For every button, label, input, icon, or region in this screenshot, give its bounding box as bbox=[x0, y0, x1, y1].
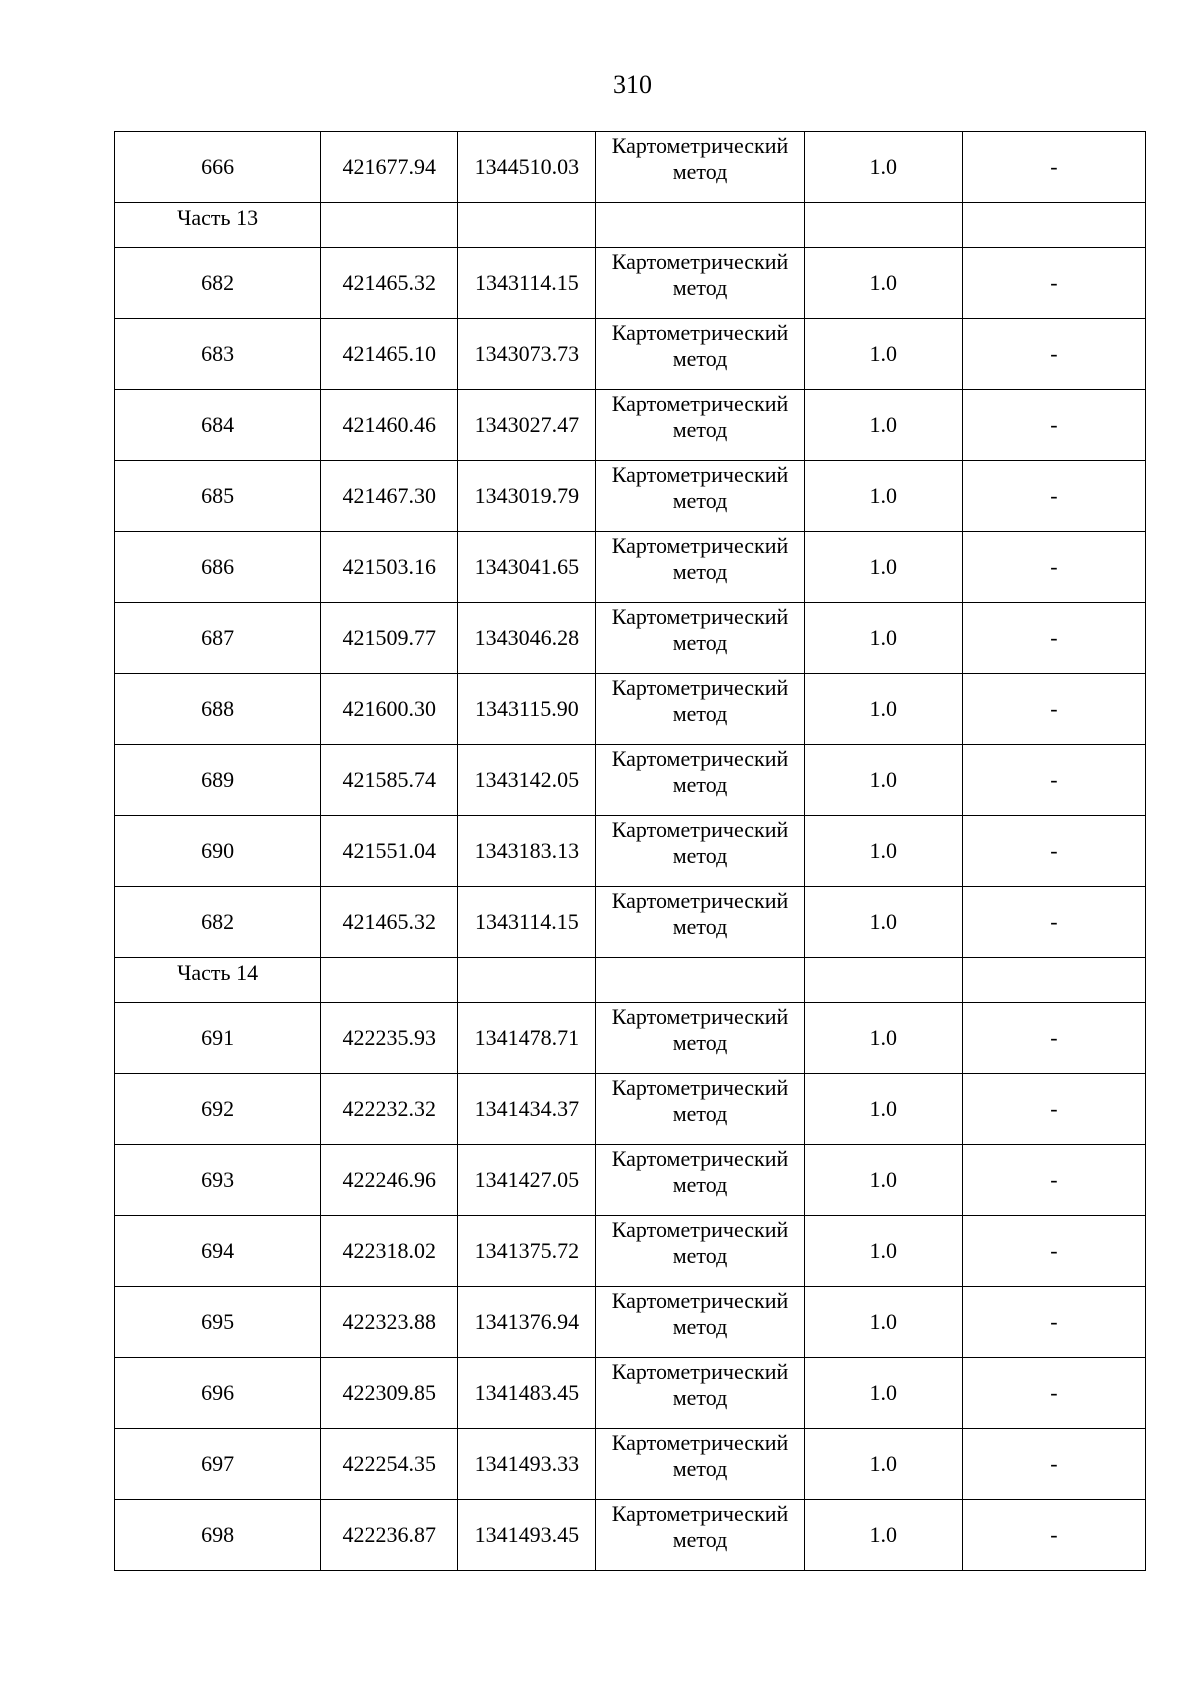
method-line-1: Картометрический bbox=[611, 533, 789, 558]
method-line-2: метод bbox=[672, 488, 728, 513]
x-coordinate-cell: 421467.30 bbox=[321, 461, 458, 532]
method-line-1: Картометрический bbox=[611, 1146, 789, 1171]
x-coordinate-cell: 421460.46 bbox=[321, 390, 458, 461]
point-number-cell: 687 bbox=[115, 603, 321, 674]
note-cell: - bbox=[962, 1500, 1145, 1571]
method-line-2: метод bbox=[672, 275, 728, 300]
table-row bbox=[115, 390, 1146, 461]
method-line-1: Картометрический bbox=[611, 1501, 789, 1526]
note-cell: - bbox=[962, 1429, 1145, 1500]
table-row bbox=[115, 1145, 1146, 1216]
note-cell: - bbox=[962, 132, 1145, 203]
empty-cell bbox=[321, 203, 458, 248]
x-coordinate-cell: 421465.32 bbox=[321, 248, 458, 319]
x-coordinate-cell: 421551.04 bbox=[321, 816, 458, 887]
empty-cell bbox=[804, 958, 962, 1003]
method-cell bbox=[596, 1145, 804, 1216]
accuracy-cell: 1.0 bbox=[804, 1216, 962, 1287]
y-coordinate-cell: 1341483.45 bbox=[458, 1358, 596, 1429]
method-cell bbox=[596, 1500, 804, 1571]
coordinates-table bbox=[114, 131, 1146, 1571]
table-row bbox=[115, 745, 1146, 816]
accuracy-cell: 1.0 bbox=[804, 816, 962, 887]
part-label: Часть 13 bbox=[115, 203, 321, 248]
accuracy-cell: 1.0 bbox=[804, 887, 962, 958]
x-coordinate-cell: 422246.96 bbox=[321, 1145, 458, 1216]
method-line-1: Картометрический bbox=[611, 888, 789, 913]
method-line-2: метод bbox=[672, 1385, 728, 1410]
method-line-1: Картометрический bbox=[611, 817, 789, 842]
y-coordinate-cell: 1343114.15 bbox=[458, 887, 596, 958]
note-cell: - bbox=[962, 319, 1145, 390]
table-row bbox=[115, 1500, 1146, 1571]
method-line-1: Картометрический bbox=[611, 604, 789, 629]
accuracy-cell: 1.0 bbox=[804, 1429, 962, 1500]
empty-cell bbox=[962, 958, 1145, 1003]
point-number-cell: 692 bbox=[115, 1074, 321, 1145]
y-coordinate-cell: 1343114.15 bbox=[458, 248, 596, 319]
point-number-cell: 683 bbox=[115, 319, 321, 390]
x-coordinate-cell: 421600.30 bbox=[321, 674, 458, 745]
method-cell bbox=[596, 816, 804, 887]
note-cell: - bbox=[962, 461, 1145, 532]
note-cell: - bbox=[962, 1287, 1145, 1358]
y-coordinate-cell: 1344510.03 bbox=[458, 132, 596, 203]
y-coordinate-cell: 1343073.73 bbox=[458, 319, 596, 390]
accuracy-cell: 1.0 bbox=[804, 603, 962, 674]
x-coordinate-cell: 421465.10 bbox=[321, 319, 458, 390]
note-cell: - bbox=[962, 674, 1145, 745]
point-number-cell: 688 bbox=[115, 674, 321, 745]
table-row bbox=[115, 461, 1146, 532]
method-cell bbox=[596, 532, 804, 603]
empty-cell bbox=[458, 958, 596, 1003]
empty-cell bbox=[321, 958, 458, 1003]
method-line-1: Картометрический bbox=[611, 1288, 789, 1313]
table-row bbox=[115, 887, 1146, 958]
x-coordinate-cell: 422254.35 bbox=[321, 1429, 458, 1500]
method-line-2: метод bbox=[672, 1456, 728, 1481]
table-row bbox=[115, 1216, 1146, 1287]
accuracy-cell: 1.0 bbox=[804, 1287, 962, 1358]
x-coordinate-cell: 422318.02 bbox=[321, 1216, 458, 1287]
point-number-cell: 691 bbox=[115, 1003, 321, 1074]
note-cell: - bbox=[962, 816, 1145, 887]
method-line-2: метод bbox=[672, 1172, 728, 1197]
accuracy-cell: 1.0 bbox=[804, 1145, 962, 1216]
x-coordinate-cell: 421465.32 bbox=[321, 887, 458, 958]
note-cell: - bbox=[962, 887, 1145, 958]
method-cell bbox=[596, 887, 804, 958]
method-line-1: Картометрический bbox=[611, 133, 789, 158]
y-coordinate-cell: 1341375.72 bbox=[458, 1216, 596, 1287]
coordinates-table-body bbox=[115, 132, 1146, 1571]
x-coordinate-cell: 422232.32 bbox=[321, 1074, 458, 1145]
y-coordinate-cell: 1341427.05 bbox=[458, 1145, 596, 1216]
empty-cell bbox=[596, 958, 804, 1003]
y-coordinate-cell: 1341493.45 bbox=[458, 1500, 596, 1571]
x-coordinate-cell: 422236.87 bbox=[321, 1500, 458, 1571]
point-number-cell: 695 bbox=[115, 1287, 321, 1358]
x-coordinate-cell: 421503.16 bbox=[321, 532, 458, 603]
method-cell bbox=[596, 674, 804, 745]
method-cell bbox=[596, 1216, 804, 1287]
method-line-1: Картометрический bbox=[611, 320, 789, 345]
method-line-1: Картометрический bbox=[611, 1004, 789, 1029]
method-line-2: метод bbox=[672, 630, 728, 655]
point-number-cell: 682 bbox=[115, 887, 321, 958]
accuracy-cell: 1.0 bbox=[804, 674, 962, 745]
note-cell: - bbox=[962, 1074, 1145, 1145]
accuracy-cell: 1.0 bbox=[804, 1358, 962, 1429]
method-cell bbox=[596, 319, 804, 390]
y-coordinate-cell: 1341376.94 bbox=[458, 1287, 596, 1358]
method-line-1: Картометрический bbox=[611, 1075, 789, 1100]
x-coordinate-cell: 422323.88 bbox=[321, 1287, 458, 1358]
empty-cell bbox=[596, 203, 804, 248]
accuracy-cell: 1.0 bbox=[804, 319, 962, 390]
table-row bbox=[115, 132, 1146, 203]
method-cell bbox=[596, 1003, 804, 1074]
note-cell: - bbox=[962, 248, 1145, 319]
method-cell bbox=[596, 1287, 804, 1358]
method-line-2: метод bbox=[672, 346, 728, 371]
y-coordinate-cell: 1341434.37 bbox=[458, 1074, 596, 1145]
method-line-2: метод bbox=[672, 159, 728, 184]
x-coordinate-cell: 422309.85 bbox=[321, 1358, 458, 1429]
point-number-cell: 694 bbox=[115, 1216, 321, 1287]
point-number-cell: 666 bbox=[115, 132, 321, 203]
method-cell bbox=[596, 1358, 804, 1429]
point-number-cell: 684 bbox=[115, 390, 321, 461]
note-cell: - bbox=[962, 532, 1145, 603]
x-coordinate-cell: 421509.77 bbox=[321, 603, 458, 674]
accuracy-cell: 1.0 bbox=[804, 390, 962, 461]
point-number-cell: 696 bbox=[115, 1358, 321, 1429]
y-coordinate-cell: 1343115.90 bbox=[458, 674, 596, 745]
part-label: Часть 14 bbox=[115, 958, 321, 1003]
accuracy-cell: 1.0 bbox=[804, 1003, 962, 1074]
y-coordinate-cell: 1341478.71 bbox=[458, 1003, 596, 1074]
x-coordinate-cell: 422235.93 bbox=[321, 1003, 458, 1074]
method-line-1: Картометрический bbox=[611, 462, 789, 487]
accuracy-cell: 1.0 bbox=[804, 532, 962, 603]
y-coordinate-cell: 1343142.05 bbox=[458, 745, 596, 816]
table-row bbox=[115, 1287, 1146, 1358]
method-line-1: Картометрический bbox=[611, 391, 789, 416]
method-cell bbox=[596, 1429, 804, 1500]
y-coordinate-cell: 1343183.13 bbox=[458, 816, 596, 887]
point-number-cell: 693 bbox=[115, 1145, 321, 1216]
accuracy-cell: 1.0 bbox=[804, 745, 962, 816]
table-row bbox=[115, 1429, 1146, 1500]
x-coordinate-cell: 421677.94 bbox=[321, 132, 458, 203]
accuracy-cell: 1.0 bbox=[804, 248, 962, 319]
table-row bbox=[115, 532, 1146, 603]
method-line-2: метод bbox=[672, 1030, 728, 1055]
method-cell bbox=[596, 603, 804, 674]
method-cell bbox=[596, 461, 804, 532]
accuracy-cell: 1.0 bbox=[804, 461, 962, 532]
table-row bbox=[115, 319, 1146, 390]
method-cell bbox=[596, 390, 804, 461]
table-row bbox=[115, 1358, 1146, 1429]
part-header-row bbox=[115, 958, 1146, 1003]
method-cell bbox=[596, 132, 804, 203]
empty-cell bbox=[804, 203, 962, 248]
method-line-2: метод bbox=[672, 559, 728, 584]
note-cell: - bbox=[962, 390, 1145, 461]
x-coordinate-cell: 421585.74 bbox=[321, 745, 458, 816]
method-cell bbox=[596, 1074, 804, 1145]
point-number-cell: 682 bbox=[115, 248, 321, 319]
method-line-2: метод bbox=[672, 1243, 728, 1268]
method-line-1: Картометрический bbox=[611, 1430, 789, 1455]
table-row bbox=[115, 1003, 1146, 1074]
method-line-2: метод bbox=[672, 772, 728, 797]
table-row bbox=[115, 816, 1146, 887]
y-coordinate-cell: 1343041.65 bbox=[458, 532, 596, 603]
page-number: 310 bbox=[613, 70, 652, 99]
point-number-cell: 689 bbox=[115, 745, 321, 816]
table-row bbox=[115, 1074, 1146, 1145]
method-line-1: Картометрический bbox=[611, 675, 789, 700]
note-cell: - bbox=[962, 745, 1145, 816]
part-header-row bbox=[115, 203, 1146, 248]
accuracy-cell: 1.0 bbox=[804, 1074, 962, 1145]
method-line-1: Картометрический bbox=[611, 1217, 789, 1242]
point-number-cell: 697 bbox=[115, 1429, 321, 1500]
method-cell bbox=[596, 745, 804, 816]
table-row bbox=[115, 674, 1146, 745]
method-line-1: Картометрический bbox=[611, 1359, 789, 1384]
point-number-cell: 698 bbox=[115, 1500, 321, 1571]
y-coordinate-cell: 1343027.47 bbox=[458, 390, 596, 461]
y-coordinate-cell: 1343046.28 bbox=[458, 603, 596, 674]
method-line-2: метод bbox=[672, 417, 728, 442]
method-line-1: Картометрический bbox=[611, 249, 789, 274]
y-coordinate-cell: 1343019.79 bbox=[458, 461, 596, 532]
note-cell: - bbox=[962, 1003, 1145, 1074]
point-number-cell: 685 bbox=[115, 461, 321, 532]
method-line-1: Картометрический bbox=[611, 746, 789, 771]
y-coordinate-cell: 1341493.33 bbox=[458, 1429, 596, 1500]
method-cell bbox=[596, 248, 804, 319]
note-cell: - bbox=[962, 1145, 1145, 1216]
method-line-2: метод bbox=[672, 701, 728, 726]
table-row bbox=[115, 248, 1146, 319]
point-number-cell: 686 bbox=[115, 532, 321, 603]
note-cell: - bbox=[962, 1358, 1145, 1429]
method-line-2: метод bbox=[672, 1101, 728, 1126]
method-line-2: метод bbox=[672, 843, 728, 868]
method-line-2: метод bbox=[672, 1314, 728, 1339]
point-number-cell: 690 bbox=[115, 816, 321, 887]
empty-cell bbox=[458, 203, 596, 248]
accuracy-cell: 1.0 bbox=[804, 1500, 962, 1571]
method-line-2: метод bbox=[672, 1527, 728, 1552]
accuracy-cell: 1.0 bbox=[804, 132, 962, 203]
table-row bbox=[115, 603, 1146, 674]
empty-cell bbox=[962, 203, 1145, 248]
note-cell: - bbox=[962, 603, 1145, 674]
note-cell: - bbox=[962, 1216, 1145, 1287]
method-line-2: метод bbox=[672, 914, 728, 939]
